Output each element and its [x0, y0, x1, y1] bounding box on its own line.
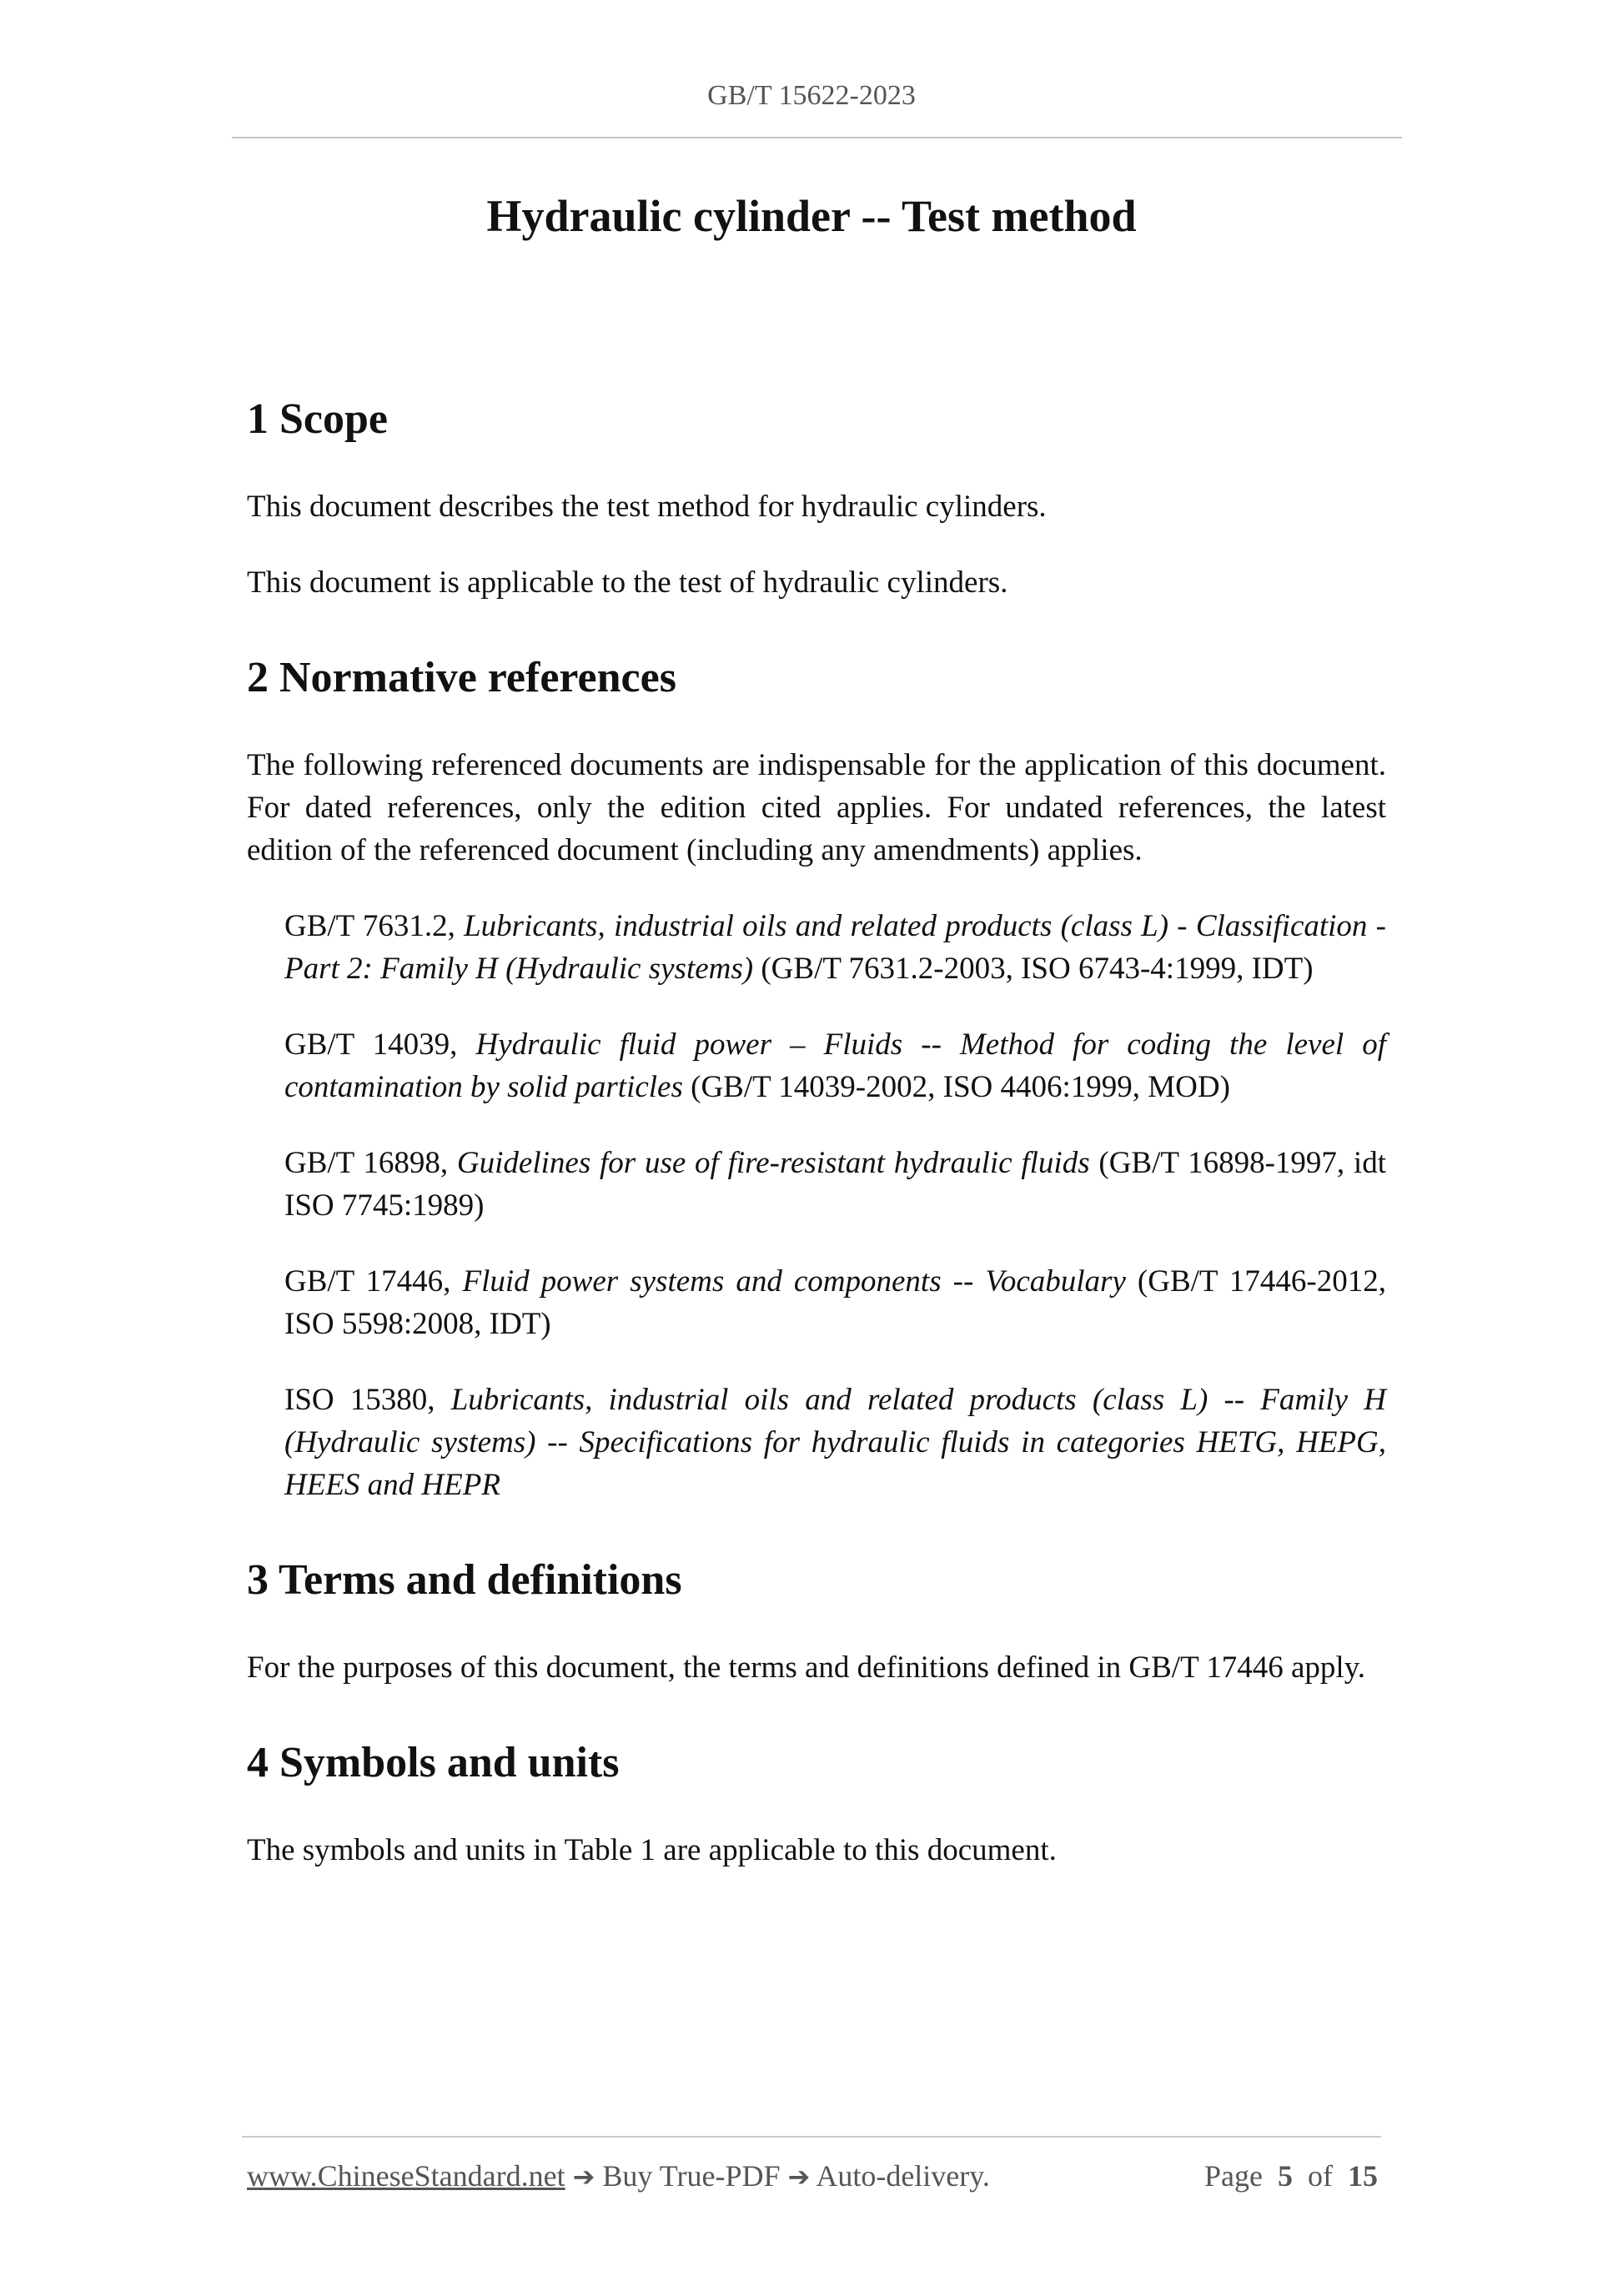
arrow-right-icon: ➔ [572, 2161, 595, 2193]
reference-title: Fluid power systems and components -- Vocabulary [462, 1264, 1126, 1299]
reference-code: GB/T 7631.2, [284, 909, 465, 943]
reference-code: GB/T 14039, [284, 1027, 476, 1062]
reference-item [284, 1023, 1386, 1108]
page-total: 15 [1348, 2159, 1378, 2193]
reference-code: ISO 15380, [284, 1383, 451, 1417]
page-current: 5 [1278, 2159, 1293, 2193]
normative-intro-paragraph: The following referenced documents are indispensable for the application of this document. For dated references, only the edition cited applies. For undated references, the latest edition of the referenced document (including any amendments) applies. [247, 748, 1386, 867]
website-link[interactable]: www.ChineseStandard.net [247, 2159, 565, 2193]
scope-paragraph-2: This document is applicable to the test of hydraulic cylinders. [247, 565, 1008, 600]
header-divider [232, 137, 1402, 138]
delivery-text: Auto-delivery. [810, 2159, 990, 2193]
reference-item [284, 905, 1386, 990]
page-of-label: of [1308, 2159, 1333, 2193]
section-heading-terms: 3 Terms and definitions [247, 1556, 682, 1604]
section-heading-scope: 1 Scope [247, 395, 388, 443]
terms-paragraph: For the purposes of this document, the terms and definitions defined in GB/T 17446 apply. [247, 1650, 1366, 1685]
document-body [247, 392, 1386, 1871]
reference-title: Guidelines for use of fire-resistant hydraulic fluids [456, 1146, 1090, 1180]
page-label: Page [1204, 2159, 1263, 2193]
reference-item [284, 1142, 1386, 1227]
reference-code: GB/T 16898, [284, 1146, 457, 1180]
reference-tail: (GB/T 16898-1997, idt ISO 7745:1989) [284, 1146, 1386, 1223]
symbols-paragraph: The symbols and units in Table 1 are applicable to this document. [247, 1833, 1057, 1867]
footer-promo [247, 2158, 990, 2193]
arrow-right-icon: ➔ [787, 2161, 811, 2193]
header-doc-code: GB/T 15622-2023 [707, 80, 916, 111]
reference-title: Lubricants, industrial oils and related products (class L) - Classification - Part 2: Family H (Hydraulic systems) [284, 909, 1386, 986]
reference-tail: (GB/T 17446-2012, ISO 5598:2008, IDT) [284, 1264, 1386, 1341]
buy-text: Buy True-PDF [595, 2159, 788, 2193]
reference-item [284, 1260, 1386, 1345]
scope-paragraph-1: This document describes the test method for hydraulic cylinders. [247, 490, 1047, 524]
section-heading-symbols: 4 Symbols and units [247, 1739, 620, 1786]
reference-title: Hydraulic fluid power – Fluids -- Method for coding the level of contamination by solid particles [284, 1027, 1386, 1104]
section-heading-normative-references: 2 Normative references [247, 654, 676, 701]
footer-divider [242, 2136, 1381, 2138]
reference-title: Lubricants, industrial oils and related products (class L) -- Family H (Hydraulic systems) -- Specifications for hydraulic fluids in categories HETG, HEPG, HEES and HEPR [284, 1383, 1386, 1502]
reference-item [284, 1379, 1386, 1506]
reference-tail: (GB/T 7631.2-2003, ISO 6743-4:1999, IDT) [753, 952, 1314, 986]
document-title: Hydraulic cylinder -- Test method [486, 191, 1137, 241]
reference-tail: (GB/T 14039-2002, ISO 4406:1999, MOD) [682, 1070, 1230, 1104]
page-indicator [1204, 2158, 1378, 2193]
reference-code: GB/T 17446, [284, 1264, 463, 1299]
